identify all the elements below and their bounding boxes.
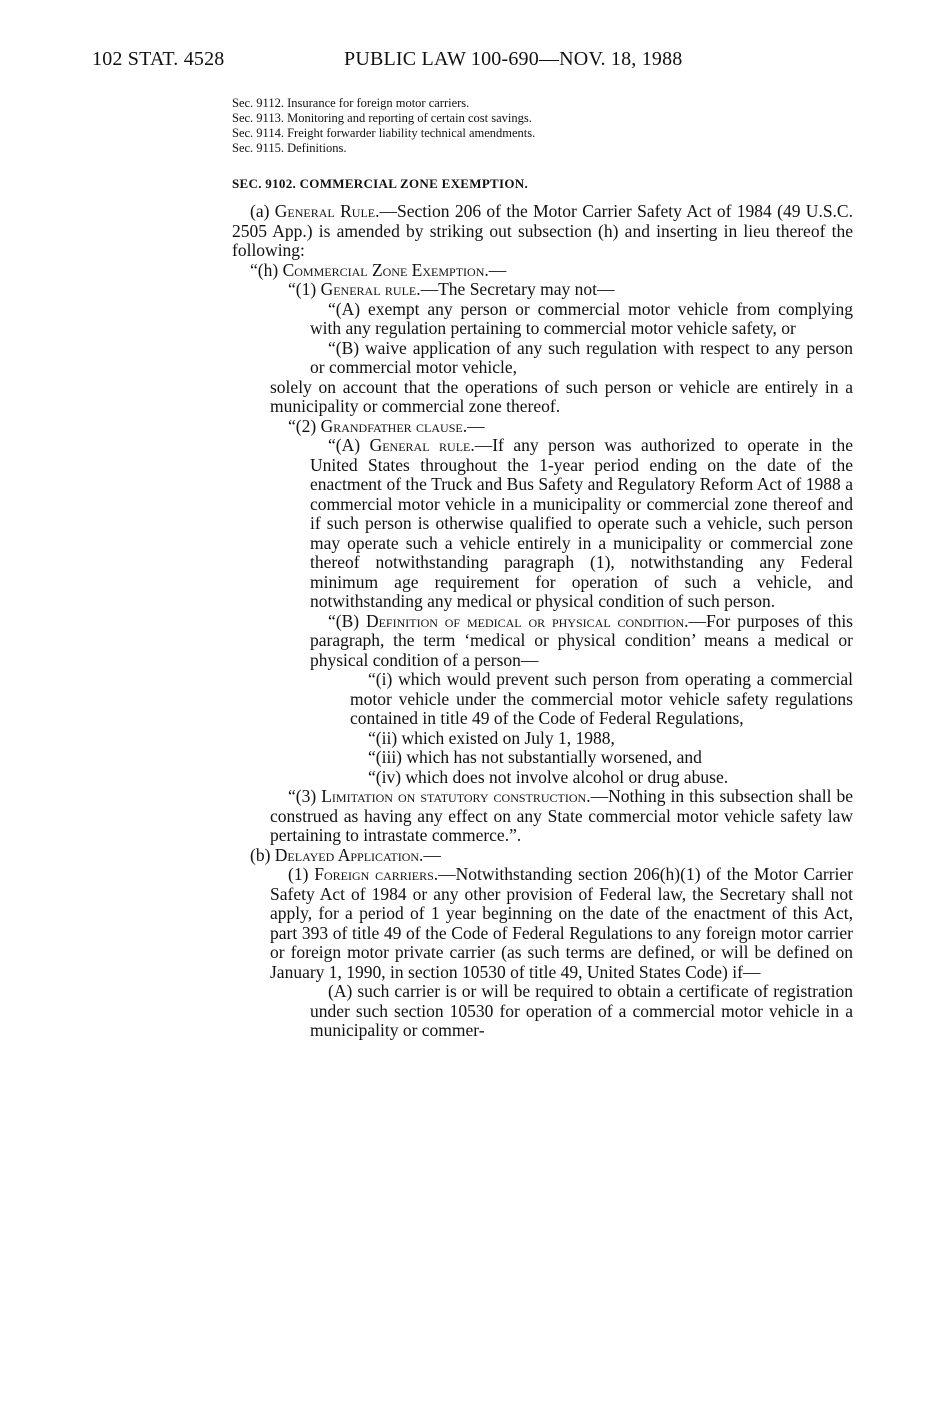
text: .—If any person was authorized to operate in the United States throughout the 1-year period ending on the date of the enactment of the Truck and Bus Safety and Regulatory Reform Act of 1988 a commercial motor vehicle in a municipality or commercial zone thereof and if such person is otherwise qualified to operate such a vehicle, such person may operate such a vehicle entirely in a municipality or commercial zone thereof notwithstanding paragraph (1), notwithstanding any Federal minimum age requirement for operation of such a vehicle, and notwithstanding any medical or physical condition of such person. (310, 435, 853, 611)
paragraph-h-1-flush: solely on account that the operations of such person or vehicle are entirely in a municipality or commercial zone thereof. (270, 376, 853, 416)
text: .—The Secretary may not— (416, 279, 615, 299)
public-law-citation: PUBLIC LAW 100-690—NOV. 18, 1988 (344, 48, 683, 70)
text: .—For purposes of this paragraph, the term ‘medical or physical condition’ means a medical or physical condition of a person— (310, 610, 853, 670)
label: “(B) (328, 610, 366, 631)
subsection-h (232, 261, 853, 281)
label: “(2) (288, 415, 321, 436)
label: “(1) (288, 279, 321, 299)
subparagraph-h-2-B (232, 612, 853, 671)
section-heading: SEC. 9102. COMMERCIAL ZONE EXEMPTION. (232, 176, 529, 191)
stat-page-number: 102 STAT. 4528 (92, 48, 225, 70)
subparagraph-h-1-B: “(B) waive application of any such regulation with respect to any person or commercial motor vehicle, (310, 337, 853, 377)
toc-entry: Sec. 9113. Monitoring and reporting of certain cost savings. (232, 111, 532, 125)
clause-i: “(i) which would prevent such person from operating a commercial motor vehicle under the commercial motor vehicle safety regulations contained in title 49 of the Code of Federal Regulations, (350, 669, 853, 728)
subparagraph-b-1-A: (A) such carrier is or will be required to obtain a certificate of registration under such section 10530 for operation of a commercial motor vehicle in a municipality or commer- (310, 981, 853, 1040)
paragraph-h-2 (232, 417, 853, 437)
heading: Commercial Zone Exemption (282, 259, 485, 280)
clause-iii: “(iii) which has not substantially worsened, and (368, 747, 702, 767)
heading: Grandfather clause (320, 415, 463, 436)
label: (b) (250, 844, 275, 865)
paragraph-b-1 (232, 865, 853, 982)
clause-ii: “(ii) which existed on July 1, 1988, (368, 727, 615, 748)
text: .—Section 206 of the Motor Carrier Safety Act of 1984 (49 U.S.C. 2505 App.) is amended by striking out subsection (h) and inserting in lieu thereof the following: (232, 201, 853, 260)
heading: Delayed Application (274, 844, 420, 865)
heading: General rule (320, 279, 417, 299)
label: (1) (288, 864, 315, 884)
text: .— (462, 415, 485, 436)
label: “(3) (288, 786, 322, 806)
statute-body (232, 202, 853, 1041)
paragraph-h-1 (232, 280, 853, 300)
text: .— (484, 259, 507, 280)
clause-iv: “(iv) which does not involve alcohol or drug abuse. (368, 766, 729, 787)
toc-entry: Sec. 9115. Definitions. (232, 141, 347, 155)
text: .—Nothing in this subsection shall be construed as having any effect on any State commercial motor vehicle safety law pertaining to intrastate commerce.”. (270, 786, 853, 845)
table-of-contents (232, 96, 535, 156)
heading: Definition of medical or physical condition (365, 610, 685, 631)
text: .— (419, 844, 441, 865)
heading: General rule (369, 435, 471, 455)
toc-entry: Sec. 9112. Insurance for foreign motor carriers. (232, 96, 470, 110)
subparagraph-h-2-A (232, 436, 853, 612)
subsection-b (232, 846, 853, 866)
label: “(A) (328, 435, 370, 455)
toc-entry: Sec. 9114. Freight forwarder liability technical amendments. (232, 126, 536, 140)
label: (a) (250, 201, 275, 221)
heading: General Rule (274, 201, 376, 221)
text: .—Notwithstanding section 206(h)(1) of the Motor Carrier Safety Act of 1984 or any other provision of Federal law, the Secretary shall not apply, for a period of 1 year beginning on the date of the enactment of this Act, part 393 of title 49 of the Code of Federal Regulations to any foreign motor carrier or foreign motor private carrier (as such terms are defined, or will be defined on January 1, 1990, in section 10530 of title 49, United States Code) if— (270, 864, 853, 982)
heading: Limitation on statutory construction (321, 786, 587, 806)
subsection-a (232, 202, 853, 261)
paragraph-h-3 (232, 787, 853, 846)
subparagraph-h-1-A: “(A) exempt any person or commercial motor vehicle from complying with any regulation pertaining to commercial motor vehicle safety, or (310, 298, 853, 338)
label: “(h) (250, 259, 283, 280)
heading: Foreign carriers (314, 864, 434, 884)
